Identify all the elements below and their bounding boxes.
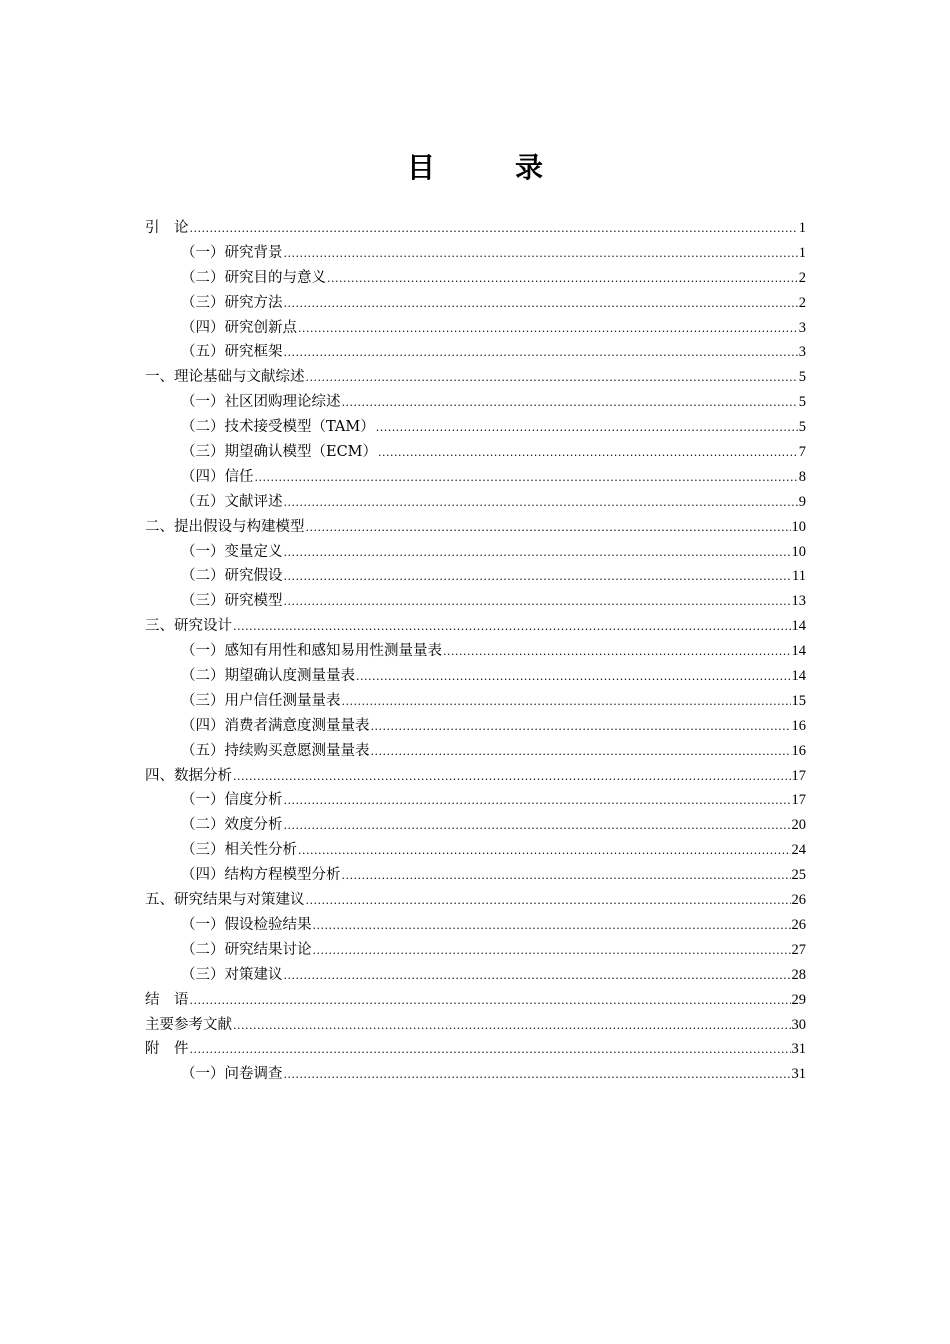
toc-dot-leader — [313, 914, 791, 939]
toc-page-number: 20 — [791, 817, 806, 834]
toc-entry[interactable] — [145, 1062, 806, 1087]
toc-dot-leader — [284, 491, 798, 516]
toc-entry-label: 五、研究结果与对策建议 — [145, 892, 305, 909]
toc-entry-label: （五）研究框架 — [181, 344, 283, 361]
toc-entry-label: （一）社区团购理论综述 — [181, 394, 341, 411]
toc-entry-label: （一）变量定义 — [181, 543, 283, 560]
toc-page-number: 30 — [791, 1016, 806, 1033]
toc-entry-label: （三）研究方法 — [181, 294, 283, 311]
toc-entry[interactable] — [145, 291, 806, 316]
toc-dot-leader — [284, 590, 791, 615]
toc-page-number: 5 — [798, 369, 806, 386]
toc-dot-leader — [342, 690, 791, 715]
toc-dot-leader — [298, 839, 791, 864]
toc-entry[interactable] — [145, 316, 806, 341]
toc-entry-label: （四）信任 — [181, 468, 254, 485]
toc-dot-leader — [443, 640, 791, 665]
toc-entry-label: 一、理论基础与文献综述 — [145, 369, 305, 386]
toc-entry[interactable] — [145, 465, 806, 490]
toc-dot-leader — [233, 1014, 791, 1039]
toc-page-number: 24 — [791, 842, 806, 859]
toc-dot-leader — [306, 516, 791, 541]
toc-dot-leader — [284, 1063, 791, 1088]
toc-page-number: 10 — [791, 543, 806, 560]
toc-page-number: 26 — [791, 892, 806, 909]
toc-entry-label: （三）相关性分析 — [181, 842, 297, 859]
toc-entry-label: （二）研究结果讨论 — [181, 941, 312, 958]
toc-entry-label: （一）感知有用性和感知易用性测量量表 — [181, 643, 442, 660]
toc-dot-leader — [356, 665, 791, 690]
toc-dot-leader — [371, 715, 791, 740]
toc-page-number: 16 — [791, 717, 806, 734]
toc-dot-leader — [376, 416, 798, 441]
toc-entry[interactable] — [145, 415, 806, 440]
toc-page-number: 3 — [798, 319, 806, 336]
toc-page-number: 2 — [798, 294, 806, 311]
toc-page-number: 2 — [798, 269, 806, 286]
toc-entry[interactable] — [145, 838, 806, 863]
toc-dot-leader — [255, 466, 798, 491]
toc-entry[interactable] — [145, 813, 806, 838]
toc-dot-leader — [298, 317, 798, 342]
toc-entry-label: （三）期望确认模型（ECM） — [181, 444, 378, 461]
toc-page-number: 14 — [791, 618, 806, 635]
toc-dot-leader — [342, 864, 791, 889]
toc-page-number: 11 — [792, 568, 806, 585]
toc-entry-label: （一）研究背景 — [181, 244, 283, 261]
toc-dot-leader — [284, 242, 798, 267]
toc-entry[interactable] — [145, 1013, 806, 1038]
toc-entry[interactable] — [145, 888, 806, 913]
toc-entry[interactable] — [145, 340, 806, 365]
toc-entry-label: （四）消费者满意度测量量表 — [181, 717, 370, 734]
toc-dot-leader — [284, 541, 791, 566]
toc-dot-leader — [284, 814, 791, 839]
toc-entry[interactable] — [145, 788, 806, 813]
toc-page-number: 25 — [791, 867, 806, 884]
toc-entry-label: 主要参考文献 — [145, 1016, 232, 1033]
toc-dot-leader — [190, 1038, 791, 1063]
toc-page-number: 27 — [791, 941, 806, 958]
toc-page-number: 8 — [798, 468, 806, 485]
toc-entry-label: 引 论 — [145, 220, 189, 236]
toc-page-number: 5 — [798, 394, 806, 411]
toc-page-number: 3 — [798, 344, 806, 361]
toc-entry-label: 结 语 — [145, 991, 189, 1008]
toc-dot-leader — [284, 565, 792, 590]
toc-dot-leader — [327, 267, 798, 292]
toc-entry[interactable] — [145, 689, 806, 714]
toc-entry[interactable] — [145, 664, 806, 689]
toc-entry[interactable] — [145, 365, 806, 390]
toc-entry[interactable] — [145, 564, 806, 589]
toc-entry-label: （四）结构方程模型分析 — [181, 867, 341, 884]
toc-page-number: 29 — [791, 991, 806, 1008]
toc-page-number: 1 — [798, 244, 806, 261]
toc-page-number: 17 — [791, 767, 806, 784]
toc-entry-label: （五）文献评述 — [181, 493, 283, 510]
toc-entry[interactable] — [145, 515, 806, 540]
toc-page-number: 1 — [798, 220, 806, 236]
toc-entry-label: （二）效度分析 — [181, 817, 283, 834]
table-of-contents — [145, 216, 806, 1087]
toc-dot-leader — [190, 989, 791, 1014]
toc-entry-label: （二）研究假设 — [181, 568, 283, 585]
toc-entry[interactable] — [145, 764, 806, 789]
toc-entry-label: （一）问卷调查 — [181, 1066, 283, 1083]
toc-entry-label: （一）信度分析 — [181, 792, 283, 809]
toc-entry[interactable] — [145, 390, 806, 415]
toc-entry[interactable] — [145, 241, 806, 266]
toc-page-number: 14 — [791, 643, 806, 660]
toc-page-number: 10 — [791, 518, 806, 535]
toc-entry[interactable] — [145, 913, 806, 938]
toc-entry[interactable] — [145, 714, 806, 739]
toc-dot-leader — [190, 217, 798, 242]
toc-dot-leader — [284, 292, 798, 317]
toc-page-number: 31 — [791, 1066, 806, 1083]
toc-entry-label: 二、提出假设与构建模型 — [145, 518, 305, 535]
toc-entry[interactable] — [145, 266, 806, 291]
toc-page-number: 26 — [791, 916, 806, 933]
toc-page-number: 28 — [791, 966, 806, 983]
toc-entry-label: （二）技术接受模型（TAM） — [181, 419, 375, 436]
toc-dot-leader — [371, 740, 791, 765]
toc-entry-label: （三）用户信任测量量表 — [181, 692, 341, 709]
toc-entry-label: （五）持续购买意愿测量量表 — [181, 742, 370, 759]
toc-entry[interactable] — [145, 1037, 806, 1062]
toc-page-number: 5 — [798, 419, 806, 436]
toc-dot-leader — [378, 441, 798, 466]
toc-entry-label: 三、研究设计 — [145, 618, 232, 635]
toc-entry[interactable] — [145, 216, 806, 241]
toc-entry[interactable] — [145, 440, 806, 465]
toc-dot-leader — [284, 964, 791, 989]
toc-page-number: 9 — [798, 493, 806, 510]
page-title: 目 录 — [406, 151, 569, 184]
toc-entry-label: （四）研究创新点 — [181, 319, 297, 336]
toc-dot-leader — [284, 789, 791, 814]
toc-page-number: 13 — [791, 593, 806, 610]
toc-page-number: 7 — [798, 444, 806, 461]
toc-dot-leader — [233, 765, 791, 790]
toc-entry[interactable] — [145, 540, 806, 565]
toc-entry-label: （一）假设检验结果 — [181, 916, 312, 933]
toc-page-number: 14 — [791, 668, 806, 685]
toc-dot-leader — [233, 615, 791, 640]
toc-page-number: 17 — [791, 792, 806, 809]
toc-entry-label: 附 件 — [145, 1041, 189, 1058]
toc-page-number: 15 — [791, 692, 806, 709]
toc-dot-leader — [313, 939, 791, 964]
toc-dot-leader — [306, 889, 791, 914]
toc-page-number: 31 — [791, 1041, 806, 1058]
toc-entry-label: （二）研究目的与意义 — [181, 269, 326, 286]
toc-dot-leader — [306, 366, 798, 391]
toc-entry[interactable] — [145, 639, 806, 664]
toc-entry[interactable] — [145, 490, 806, 515]
toc-dot-leader — [284, 341, 798, 366]
toc-entry-label: 四、数据分析 — [145, 767, 232, 784]
toc-entry-label: （三）研究模型 — [181, 593, 283, 610]
toc-dot-leader — [342, 391, 798, 416]
toc-page-number: 16 — [791, 742, 806, 759]
toc-entry[interactable] — [145, 863, 806, 888]
toc-entry[interactable] — [145, 963, 806, 988]
toc-entry[interactable] — [145, 614, 806, 639]
toc-entry[interactable] — [145, 589, 806, 614]
toc-entry-label: （二）期望确认度测量量表 — [181, 668, 355, 685]
toc-entry[interactable] — [145, 739, 806, 764]
toc-entry[interactable] — [145, 988, 806, 1013]
toc-entry-label: （三）对策建议 — [181, 966, 283, 983]
toc-entry[interactable] — [145, 938, 806, 963]
